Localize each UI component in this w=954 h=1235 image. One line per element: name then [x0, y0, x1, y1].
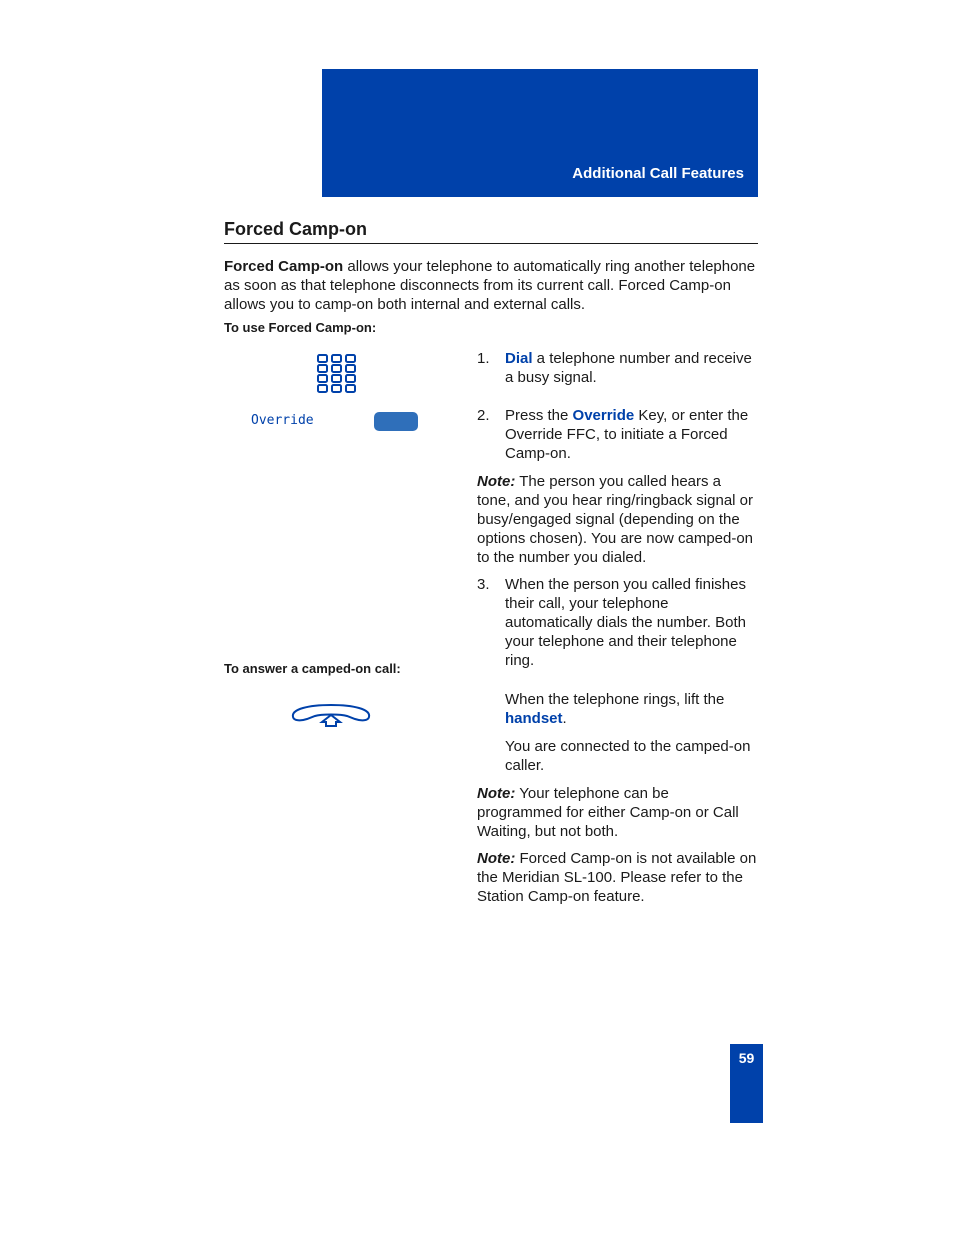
step-text: a telephone number and receive a busy signal.	[505, 350, 752, 386]
note-paragraph	[477, 849, 757, 906]
note-text: Forced Camp-on is not available on the Meridian SL-100. Please refer to the Station Camp-on feature.	[477, 850, 757, 905]
intro-term: Forced Camp-on	[224, 258, 344, 275]
step-number: 1.	[477, 350, 490, 367]
step-text: Key, or enter the Override FFC, to initiate a Forced Camp-on.	[505, 407, 749, 462]
handset-icon	[289, 703, 373, 727]
chapter-title: Additional Call Features	[572, 165, 744, 182]
chapter-header-band	[322, 69, 758, 197]
step-2	[477, 406, 757, 463]
step-text-pre: Press the	[505, 407, 573, 424]
note-paragraph	[477, 784, 757, 841]
note-text: Your telephone can be programmed for either Camp-on or Call Waiting, but not both.	[477, 785, 739, 840]
lift-text-post: .	[562, 710, 567, 727]
page-number: 59	[738, 1050, 755, 1066]
step-number: 2.	[477, 407, 490, 424]
answer-heading: To answer a camped-on call:	[224, 661, 401, 676]
intro-text: allows your telephone to automatically ring another telephone as soon as that telephone disconnects from its current call. Forced Camp-on allows you to camp-on both internal and external calls.	[224, 258, 756, 313]
override-keyword: Override	[572, 407, 635, 424]
step-1	[477, 349, 757, 387]
display-override-label: Override	[251, 413, 314, 428]
note-label: Note:	[477, 785, 516, 802]
note-label: Note:	[477, 850, 516, 867]
note-paragraph	[477, 472, 757, 567]
note-text: The person you called hears a tone, and you hear ring/ringback signal or busy/engaged signal (depending on the options chosen). You are now camped-on to the number you dialed.	[477, 473, 754, 566]
intro-paragraph	[224, 257, 758, 314]
section-title: Forced Camp-on	[224, 219, 758, 244]
connected-text: You are connected to the camped-on caller.	[505, 738, 751, 774]
note-label: Note:	[477, 473, 516, 490]
step-number: 3.	[477, 576, 490, 593]
handset-keyword: handset	[505, 710, 563, 727]
page-number-tab	[730, 1044, 763, 1123]
use-heading: To use Forced Camp-on:	[224, 320, 377, 335]
dial-keyword: Dial	[505, 350, 533, 367]
step-3	[477, 575, 757, 670]
keypad-icon	[317, 354, 357, 394]
lift-handset-text	[505, 690, 757, 728]
override-softkey-button[interactable]	[374, 412, 418, 431]
step-text: When the person you called finishes their call, your telephone automatically dials the number. Both your telephone and their telephone ring.	[505, 576, 746, 669]
lift-text-pre: When the telephone rings, lift the	[505, 691, 725, 708]
